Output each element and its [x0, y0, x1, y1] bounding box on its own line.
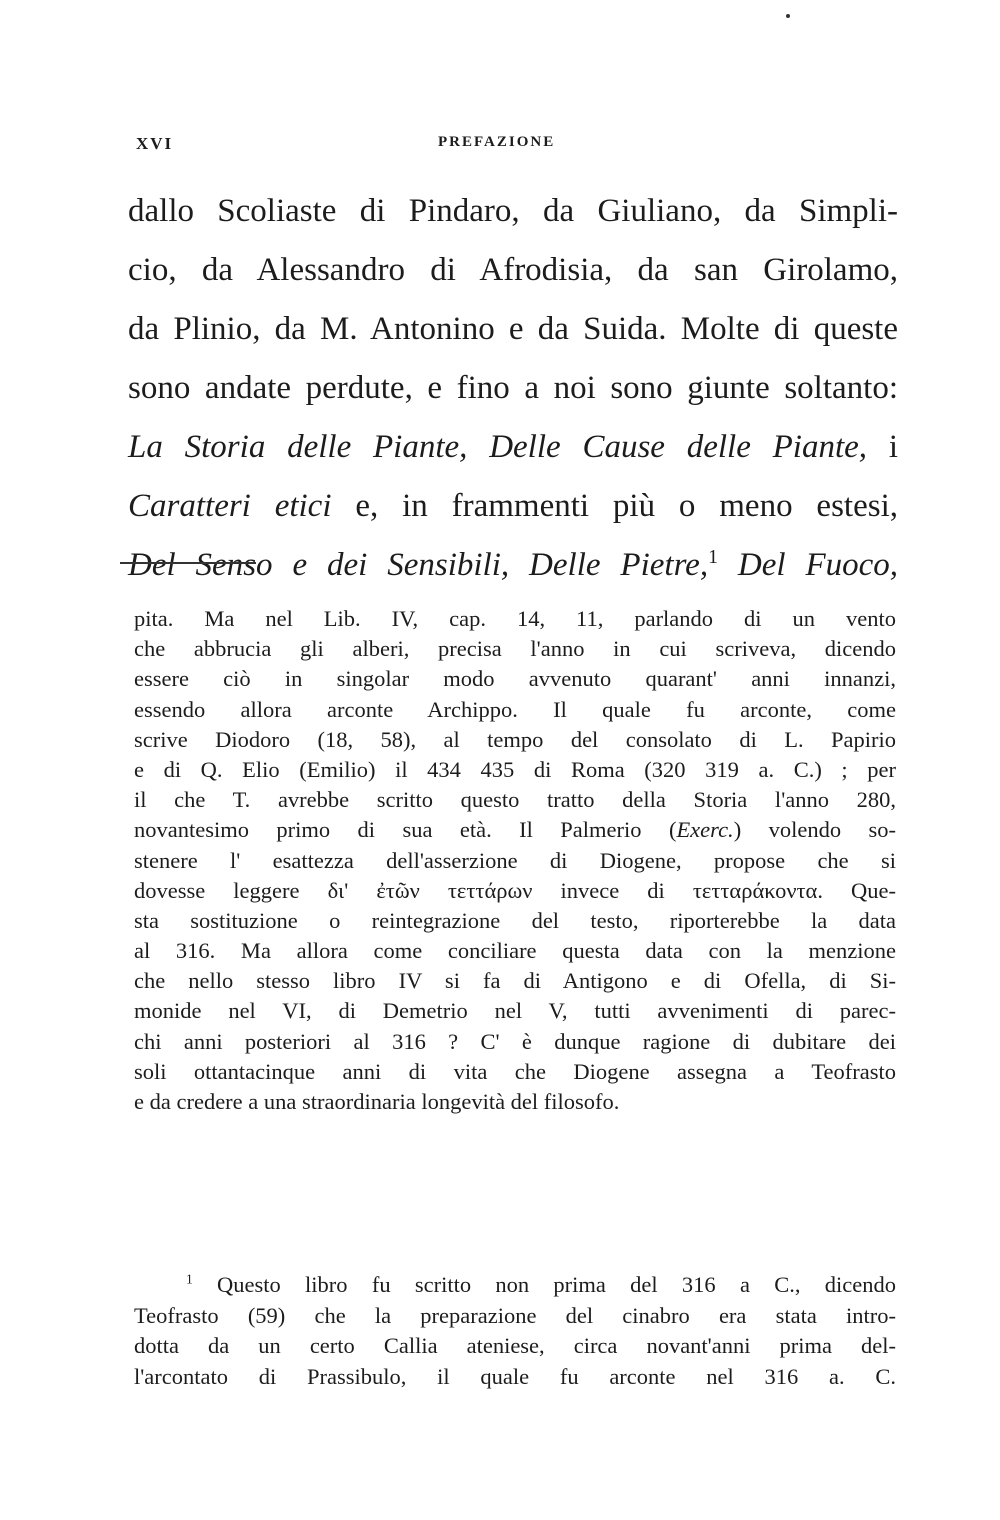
footnote-block: [134, 1270, 896, 1392]
text-run: e, in frammenti più o meno estesi,: [331, 488, 898, 524]
note-line: monide nel VI, di Demetrio nel V, tutti avvenimenti di parec-: [134, 998, 896, 1024]
notes-block: [134, 604, 896, 1117]
footnote-line: [134, 1270, 896, 1301]
italic-abbrev: Exerc.: [676, 817, 734, 843]
footnote-line: dotta da un certo Callia ateniese, circa novant'anni prima del-: [134, 1333, 896, 1359]
note-line: scrive Diodoro (18, 58), al tempo del consolato di L. Papirio: [134, 726, 896, 752]
footnote-marker: 1: [708, 546, 718, 568]
note-line: stenere l' esattezza dell'asserzione di Diogene, propose che si: [134, 847, 896, 873]
text-run: Questo libro fu scritto non prima del 316 a C., dicendo: [192, 1272, 896, 1297]
text-run: ) volendo so-: [733, 817, 896, 843]
main-text: [128, 182, 898, 595]
text-line: da Plinio, da M. Antonino e da Suida. Molte di queste: [128, 311, 898, 347]
note-line: che nello stesso libro IV si fa di Antigono e di Ofella, di Si-: [134, 968, 896, 994]
note-line: il che T. avrebbe scritto questo tratto della Storia l'anno 280,: [134, 787, 896, 813]
text-line: [128, 536, 898, 595]
note-line: essere ciò in singolar modo avvenuto quarant' anni innanzi,: [134, 666, 896, 692]
text-run: novantesimo primo di sua età. Il Palmerio (: [134, 817, 677, 843]
note-line: chi anni posteriori al 316 ? C' è dunque ragione di dubitare dei: [134, 1028, 896, 1054]
page-header: [132, 134, 892, 160]
note-line: pita. Ma nel Lib. IV, cap. 14, 11, parlando di un vento: [134, 606, 896, 631]
footnote-line: Teofrasto (59) che la preparazione del cinabro era stata intro-: [134, 1302, 896, 1328]
text-line: cio, da Alessandro di Afrodisia, da san Girolamo,: [128, 252, 898, 288]
text-line: sono andate perdute, e fino a noi sono giunte soltanto:: [128, 370, 898, 406]
page-number: XVI: [136, 134, 174, 153]
footnote-number: 1: [186, 1271, 193, 1287]
note-line: e da credere a una straordinaria longevità del filosofo.: [134, 1089, 620, 1114]
text-line: [128, 418, 898, 477]
note-line: [134, 815, 896, 845]
footnote-line: l'arcontato di Prassibulo, il quale fu arconte nel 316 a. C.: [134, 1363, 896, 1389]
italic-titles: Del Senso e dei Sensibili, Delle Pietre,: [128, 547, 709, 583]
note-line: che abbrucia gli alberi, precisa l'anno in cui scriveva, dicendo: [134, 636, 896, 662]
note-line: dovesse leggere δι' ἐτῶν τεττάρων invece di τετταράκοντα. Que-: [134, 877, 896, 903]
note-line: essendo allora arconte Archippo. Il quale fu arconte, come: [134, 696, 896, 722]
note-line: e di Q. Elio (Emilio) il 434 435 di Roma (320 319 a. C.) ; per: [134, 756, 896, 782]
italic-titles: Del Fuoco,: [717, 547, 899, 583]
note-line: al 316. Ma allora come conciliare questa data con la menzione: [134, 938, 896, 964]
note-line: sta sostituzione o reintegrazione del testo, riporterebbe la data: [134, 907, 896, 933]
footnote-rule: [120, 562, 256, 564]
text-line: dallo Scoliaste di Pindaro, da Giuliano, da Simpli-: [128, 193, 898, 229]
italic-titles: Caratteri etici: [128, 488, 332, 524]
text-line: [128, 477, 898, 536]
text-run: i: [867, 429, 899, 465]
speck-mark: [786, 14, 790, 18]
running-title: PREFAZIONE: [438, 134, 556, 150]
note-line: soli ottantacinque anni di vita che Diogene assegna a Teofrasto: [134, 1058, 896, 1084]
italic-titles: La Storia delle Piante, Delle Cause delle Piante,: [128, 429, 868, 465]
